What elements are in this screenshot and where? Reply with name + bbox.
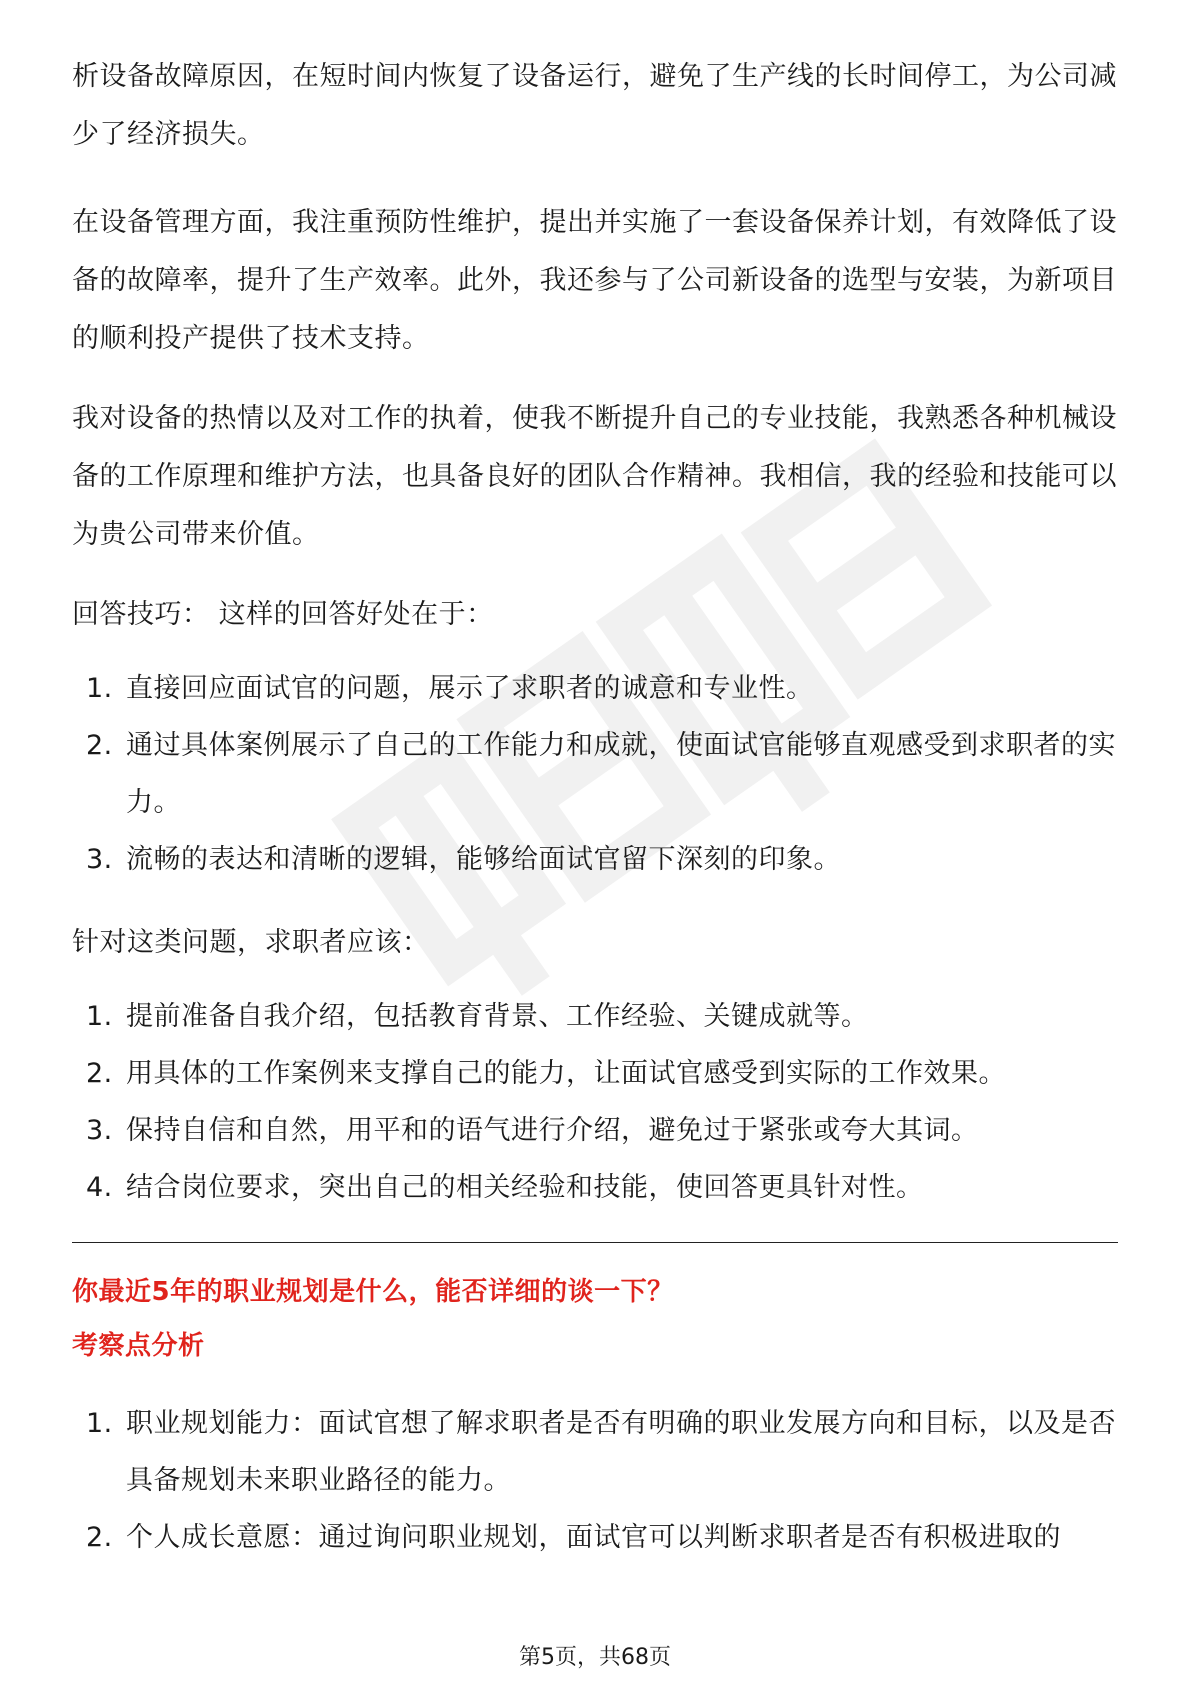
list-item	[72, 717, 1118, 831]
advice-list	[72, 988, 1118, 1216]
list-number: 2.	[86, 1058, 113, 1089]
section-divider	[72, 1242, 1118, 1243]
tips-label: 回答技巧： 这样的回答好处在于：	[72, 599, 494, 630]
list-item-text: 用具体的工作案例来支撑自己的能力，让面试官感受到实际的工作效果。	[126, 1058, 1006, 1089]
list-number: 1.	[86, 673, 113, 704]
document-page	[72, 48, 1118, 1592]
list-item	[72, 1045, 1118, 1102]
answer-paragraph-3: 我对设备的热情以及对工作的执着，使我不断提升自己的专业技能，我熟悉各种机械设备的工作原理和维护方法，也具备良好的团队合作精神。我相信，我的经验和技能可以为贵公司带来价值。	[72, 403, 1117, 550]
list-number: 1.	[86, 1408, 113, 1439]
list-item	[72, 1509, 1118, 1566]
list-item-text: 个人成长意愿：通过询问职业规划，面试官可以判断求职者是否有积极进取的	[126, 1522, 1061, 1553]
list-item	[72, 1102, 1118, 1159]
list-item	[72, 1395, 1118, 1509]
list-item-text: 提前准备自我介绍，包括教育背景、工作经验、关键成就等。	[126, 1001, 869, 1032]
list-item-text: 结合岗位要求，突出自己的相关经验和技能，使回答更具针对性。	[126, 1172, 924, 1203]
list-item	[72, 831, 1118, 888]
list-item	[72, 988, 1118, 1045]
list-item-text: 直接回应面试官的问题，展示了求职者的诚意和专业性。	[126, 673, 814, 704]
question-title: 你最近5年的职业规划是什么，能否详细的谈一下？	[72, 1277, 674, 1307]
question-subtitle: 考察点分析	[72, 1331, 205, 1361]
list-number: 3.	[86, 844, 113, 875]
list-number: 2.	[86, 1522, 113, 1553]
list-number: 1.	[86, 1001, 113, 1032]
list-item-text: 流畅的表达和清晰的逻辑，能够给面试官留下深刻的印象。	[126, 844, 841, 875]
list-number: 4.	[86, 1172, 113, 1203]
page-footer: 第5页，共68页	[519, 1645, 671, 1670]
list-item-text: 保持自信和自然，用平和的语气进行介绍，避免过于紧张或夸大其词。	[126, 1115, 979, 1146]
list-item-text: 职业规划能力：面试官想了解求职者是否有明确的职业发展方向和目标，以及是否具备规划未来职业路径的能力。	[126, 1408, 1116, 1496]
list-number: 2.	[86, 730, 113, 761]
answer-paragraph-1: 析设备故障原因，在短时间内恢复了设备运行，避免了生产线的长时间停工，为公司减少了经济损失。	[72, 61, 1117, 150]
tips-list	[72, 660, 1118, 888]
advice-label: 针对这类问题，求职者应该：	[72, 927, 430, 958]
list-item	[72, 660, 1118, 717]
list-number: 3.	[86, 1115, 113, 1146]
analysis-list	[72, 1395, 1118, 1566]
list-item-text: 通过具体案例展示了自己的工作能力和成就，使面试官能够直观感受到求职者的实力。	[126, 730, 1116, 818]
answer-paragraph-2: 在设备管理方面，我注重预防性维护，提出并实施了一套设备保养计划，有效降低了设备的故障率，提升了生产效率。此外，我还参与了公司新设备的选型与安装，为新项目的顺利投产提供了技术支持。	[72, 207, 1117, 354]
list-item	[72, 1159, 1118, 1216]
